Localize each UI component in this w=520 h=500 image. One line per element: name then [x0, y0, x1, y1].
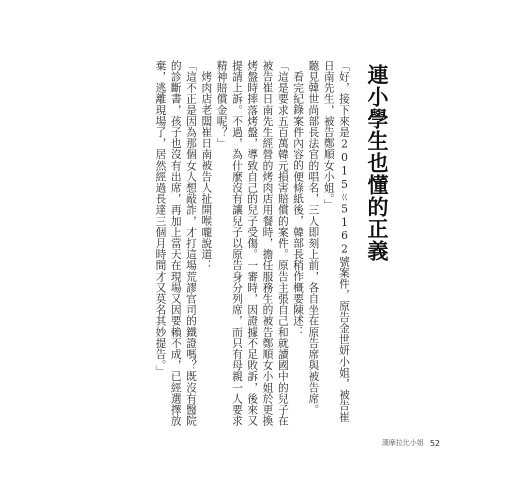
- chapter-title: 連小學生也懂的正義: [365, 64, 389, 262]
- paragraph: 烤肉店老闆崔日南被告人扯開喉嚨說道：: [200, 70, 214, 271]
- paragraph: 「好，接下來是2015ㄍ5162號案件，原告金世妍小姐，被告崔日南先生，被告鄭順女小姐。」: [322, 60, 351, 423]
- page-footer: [340, 436, 440, 450]
- page-number: 52: [429, 438, 440, 448]
- paragraph: 「這不正是因為那個女人想敲詐，才打這場荒謬官司的鐵證嗎？既沒有醫院的診斷書，孩子也沒有出席，再加上當天在現場又因要賴不成，已經選擇放棄，逃離現場了，居然經過長達三個月時間才又莫名其妙提告。」: [154, 60, 199, 427]
- running-book-title: 漢摩拉比小姐: [381, 439, 424, 447]
- body-text: [122, 60, 352, 430]
- paragraph: 「這是要求五百萬韓元損害賠償的案件。原告主張自己和就讀國中的兒子在被告崔日南先生經營的烤肉店用餐時，擔任服務生的被告鄭順女小姐於更換烤盤時摔落烤盤，導致自己的兒子受傷。一審時，因證據不足敗訴，後來又提請上訴。不過，為什麼沒有讓兒子以原告身分列席，而只有母親一人要求精神賠償金呢？」: [215, 60, 290, 427]
- paragraph: 聽見韓世尚部長法官的唱名，三人即刻上前，各自坐在原告席與被告席。: [307, 60, 321, 416]
- paragraph: 看完紀錄案件內容的便條紙後，韓部長稍作概要陳述：: [292, 70, 306, 338]
